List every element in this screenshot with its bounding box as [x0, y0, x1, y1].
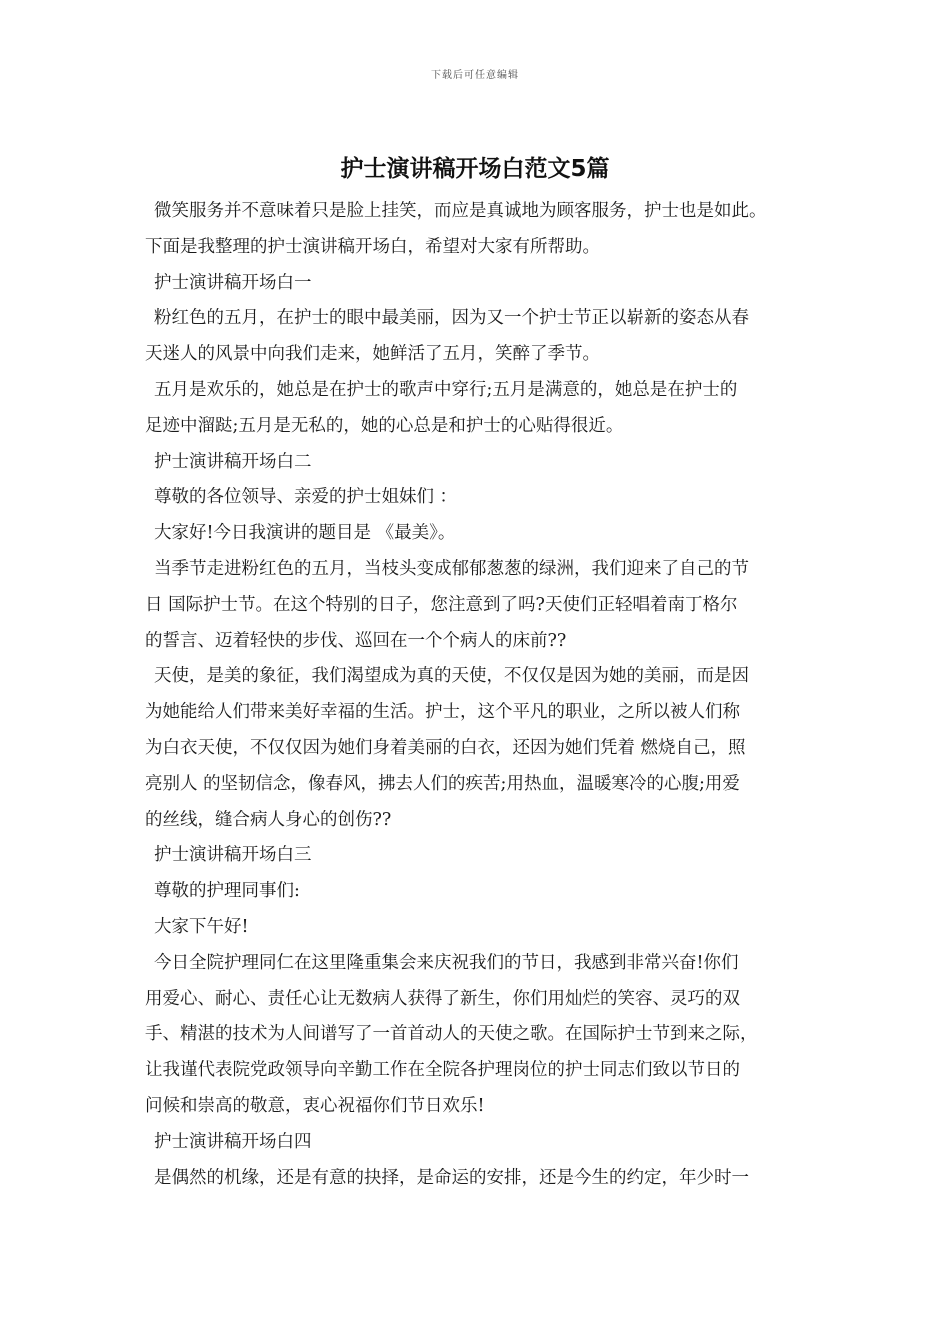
- text-line: 为白衣天使，不仅仅因为她们身着美丽的白衣，还因为她们凭着 燃烧自己，照: [145, 737, 746, 758]
- text-line: 今日全院护理同仁在这里隆重集会来庆祝我们的节日，我感到非常兴奋!你们: [154, 952, 739, 973]
- text-line: 护士演讲稿开场白三: [154, 845, 312, 866]
- document-title: 护士演讲稿开场白范文5篇: [340, 156, 610, 182]
- text-line: 让我谨代表院党政领导向辛勤工作在全院各护理岗位的护士同志们致以节日的: [145, 1060, 740, 1081]
- text-line: 日 国际护士节。在这个特别的日子，您注意到了吗?天使们正轻唱着南丁格尔: [145, 594, 738, 615]
- text-line: 用爱心、耐心、责任心让无数病人获得了新生，你们用灿烂的笑容、灵巧的双: [145, 988, 740, 1009]
- document-body: [145, 194, 820, 1196]
- header-note: 下载后可任意编辑: [431, 70, 519, 81]
- text-line: 天迷人的风景中向我们走来，她鲜活了五月，笑醉了季节。: [145, 344, 600, 365]
- text-line: 尊敬的各位领导、亲爱的护士姐妹们 ：: [154, 487, 458, 508]
- text-line: 护士演讲稿开场白一: [154, 272, 312, 293]
- text-line: 问候和崇高的敬意，衷心祝福你们节日欢乐!: [145, 1095, 485, 1116]
- text-line: 是偶然的机缘，还是有意的抉择，是命运的安排，还是今生的约定，年少时一: [154, 1167, 749, 1188]
- text-line: 当季节走进粉红色的五月，当枝头变成郁郁葱葱的绿洲，我们迎来了自己的节: [154, 558, 749, 579]
- text-line: 尊敬的护理同事们:: [154, 881, 300, 902]
- text-line: 粉红色的五月，在护士的眼中最美丽，因为又一个护士节正以崭新的姿态从春: [154, 308, 749, 329]
- text-line: 微笑服务并不意味着只是脸上挂笑，而应是真诚地为顾客服务，护士也是如此。: [154, 201, 767, 221]
- text-line: 下面是我整理的护士演讲稿开场白，希望对大家有所帮助。: [145, 236, 600, 257]
- text-line: 五月是欢乐的，她总是在护士的歌声中穿行;五月是满意的，她总是在护士的: [154, 379, 738, 400]
- text-line: 为她能给人们带来美好幸福的生活。护士，这个平凡的职业，之所以被人们称: [145, 702, 740, 723]
- text-line: 大家下午好!: [154, 916, 249, 937]
- text-line: 护士演讲稿开场白四: [154, 1131, 312, 1152]
- text-line: 的丝线，缝合病人身心的创伤??: [145, 809, 392, 830]
- text-line: 的誓言、迈着轻快的步伐、巡回在一个个病人的床前??: [145, 630, 567, 651]
- text-line: 护士演讲稿开场白二: [154, 451, 312, 472]
- text-line: 天使，是美的象征，我们渴望成为真的天使，不仅仅是因为她的美丽，而是因: [154, 666, 749, 687]
- text-line: 足迹中溜跶;五月是无私的，她的心总是和护士的心贴得很近。: [145, 415, 624, 436]
- text-line: 大家好!今日我演讲的题目是 《最美》。: [154, 523, 456, 544]
- text-line: 手、精湛的技术为人间谱写了一首首动人的天使之歌。在国际护士节到来之际，: [145, 1024, 758, 1045]
- text-line: 亮别人 的坚韧信念，像春风，拂去人们的疾苦;用热血，温暖寒冷的心腹;用爱: [145, 773, 740, 794]
